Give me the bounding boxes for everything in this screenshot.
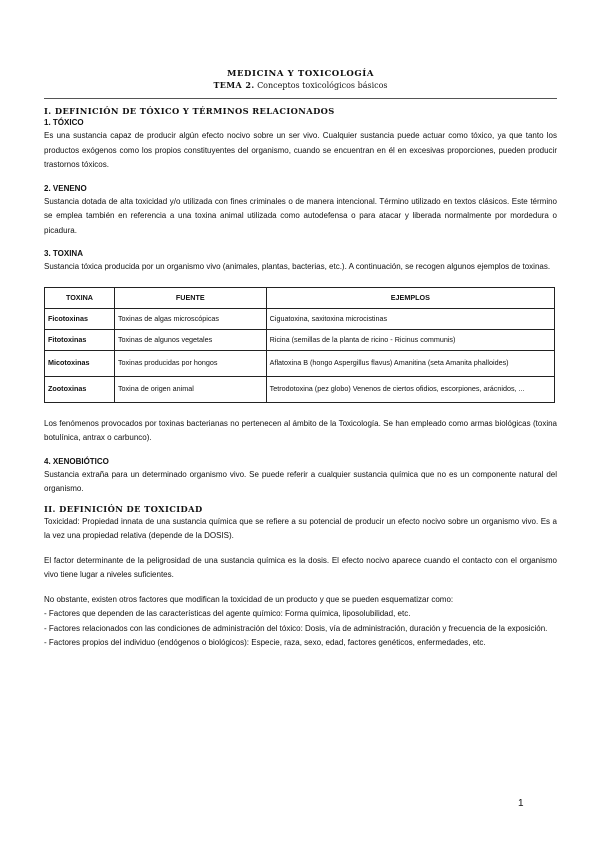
xenobiotico-paragraph: Sustancia extraña para un determinado organismo vivo. Se puede referir a cualquier sustancia química que no es un componente natural del organismo.	[44, 469, 557, 493]
toxina-heading: 3. TOXINA	[44, 249, 83, 258]
document-header	[44, 68, 557, 91]
veneno-paragraph: Sustancia dotada de alta toxicidad y/o utilizada con fines criminales o de manera intencional. Término utilizado en textos clásicos. Este término se emplea también en referencia a una toxina animal utilizada como autodefensa o para atacar y liberada normalmente por mordedura o picadura.	[44, 196, 557, 235]
toxicidad-paragraph-3: No obstante, existen otros factores que modifican la toxicidad de un producto y que se pueden esquematizar como:	[44, 594, 454, 604]
table-cell-ejemplos: Aflatoxina B (hongo Aspergillus flavus) Amanitina (seta Amanita phalloides)	[266, 350, 554, 376]
topic-label: TEMA 2.	[213, 80, 255, 90]
table-cell-fuente: Toxinas de algas microscópicas	[114, 308, 266, 329]
table-row	[45, 329, 555, 350]
toxin-table	[44, 287, 555, 403]
table-cell-fuente: Toxinas producidas por hongos	[114, 350, 266, 376]
toxicidad-paragraph-2: El factor determinante de la peligrosidad de una sustancia química es la dosis. El efecto nocivo aparece cuando el contacto con el organismo vivo tiene lugar a niveles suficientes.	[44, 555, 557, 579]
factors-list	[44, 607, 557, 651]
table-cell-ejemplos: Ciguatoxina, saxitoxina microcistinas	[266, 308, 554, 329]
topic-subtitle	[44, 80, 557, 91]
table-header-fuente: FUENTE	[114, 287, 266, 308]
toxina-paragraph: Sustancia tóxica producida por un organismo vivo (animales, plantas, bacterias, etc.). A continuación, se recogen algunos ejemplos de toxinas.	[44, 262, 551, 271]
topic-text: Conceptos toxicológicos básicos	[257, 81, 388, 90]
section-2-title: II. DEFINICIÓN DE TOXICIDAD	[44, 503, 203, 514]
bacterial-toxins-paragraph: Los fenómenos provocados por toxinas bacterianas no pertenecen al ámbito de la Toxicología. Se han empleado como armas biológicas (toxina botulínica, antrax o carbunco).	[44, 418, 557, 442]
table-cell-ejemplos: Tetrodotoxina (pez globo) Venenos de ciertos ofidios, escorpiones, arácnidos, ...	[266, 376, 554, 402]
list-item: - Factores relacionados con las condiciones de administración del tóxico: Dosis, vía de administración, duración y frecuencia de la exposición.	[44, 623, 548, 633]
table-cell-toxina: Fitotoxinas	[45, 329, 115, 350]
header-divider	[44, 98, 557, 99]
toxico-heading: 1. TÓXICO	[44, 118, 84, 127]
page-number: 1	[518, 798, 524, 809]
toxicidad-paragraph-1: Toxicidad: Propiedad innata de una sustancia química que se refiere a su potencial de producir un efecto nocivo sobre un organismo vivo. Es a la vez una propiedad relativa (depende de la DOSIS).	[44, 516, 557, 540]
table-cell-fuente: Toxina de origen animal	[114, 376, 266, 402]
list-item: - Factores que dependen de las características del agente químico: Forma química, liposolubilidad, etc.	[44, 609, 411, 618]
toxico-paragraph: Es una sustancia capaz de producir algún efecto nocivo sobre un ser vivo. Cualquier sustancia puede actuar como tóxico, ya que tanto los productos exógenos como los propios constituyentes del organismo, cuando se encuentran en él en excesivas proporciones, pueden producir trastornos tóxicos.	[44, 131, 557, 169]
table-header-toxina: TOXINA	[45, 287, 115, 308]
table-header-row	[45, 287, 555, 308]
course-title: MEDICINA Y TOXICOLOGÍA	[226, 69, 375, 79]
table-cell-ejemplos: Ricina (semillas de la planta de ricino - Ricinus communis)	[266, 329, 554, 350]
table-row	[45, 376, 555, 402]
table-cell-toxina: Zootoxinas	[45, 376, 115, 402]
document-page	[44, 68, 557, 651]
table-row	[45, 308, 555, 329]
table-cell-fuente: Toxinas de algunos vegetales	[114, 329, 266, 350]
table-header-ejemplos: EJEMPLOS	[266, 287, 554, 308]
veneno-heading: 2. VENENO	[44, 183, 87, 193]
table-row	[45, 350, 555, 376]
table-cell-toxina: Ficotoxinas	[45, 308, 115, 329]
section-1-title: I. DEFINICIÓN DE TÓXICO Y TÉRMINOS RELACIONADOS	[44, 106, 335, 116]
table-cell-toxina: Micotoxinas	[45, 350, 115, 376]
list-item: - Factores propios del individuo (endógenos o biológicos): Especie, raza, sexo, edad, factores genéticos, enfermedades, etc.	[44, 638, 486, 647]
xenobiotico-heading: 4. XENOBIÓTICO	[44, 456, 109, 466]
